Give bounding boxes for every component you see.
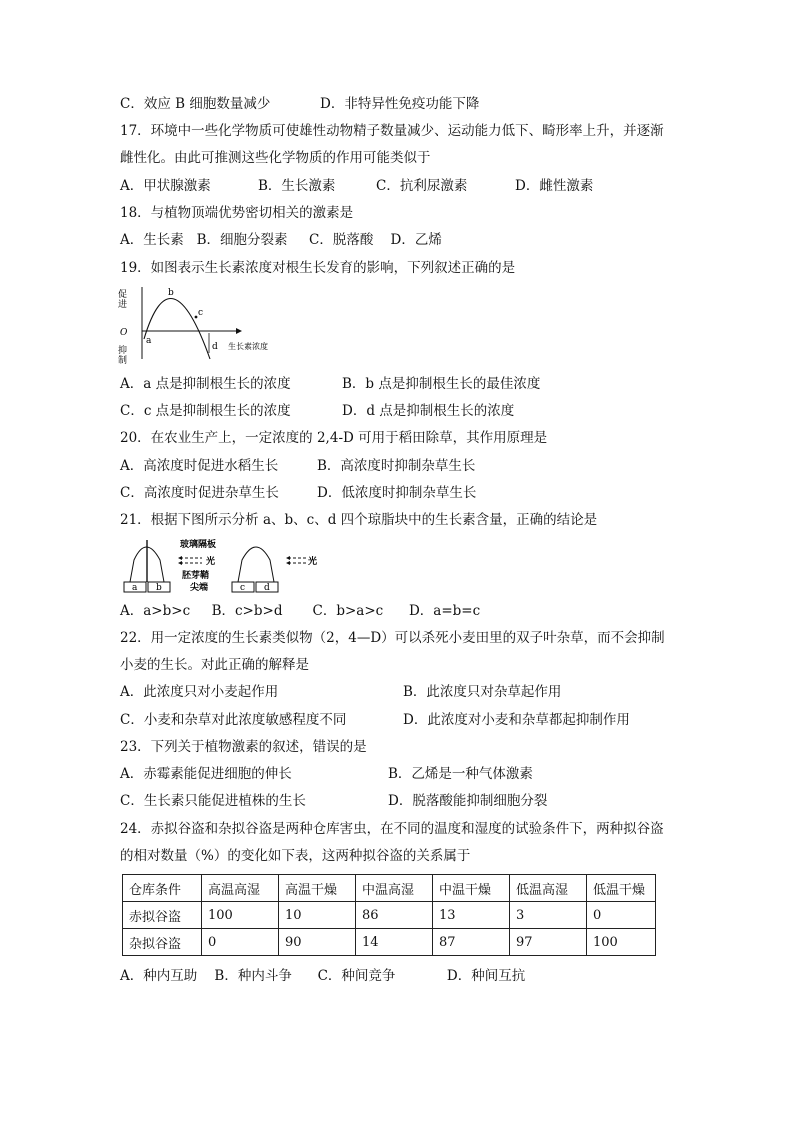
q19-option-b: B．b 点是抑制根生长的最佳浓度 — [342, 376, 541, 392]
table-cell: 90 — [279, 929, 356, 956]
q24-stem-line2: 的相对数量（%）的变化如下表，这两种拟谷盗的关系属于 — [120, 848, 471, 864]
table-cell: 86 — [356, 902, 433, 929]
table-cell: 0 — [202, 929, 279, 956]
q17-option-b: B．生长激素 — [258, 178, 336, 194]
table-header-cell: 低温干燥 — [587, 875, 656, 902]
q19-xlabel: 生长素浓度 — [228, 342, 268, 351]
q23-option-b: B．乙烯是一种气体激素 — [388, 766, 533, 782]
q21-block-b: b — [156, 583, 162, 593]
q19-point-a: a — [146, 336, 152, 346]
q17-option-a: A．甲状腺激素 — [120, 178, 211, 194]
q24-stem-line1: 24．赤拟谷盗和杂拟谷盗是两种仓库害虫，在不同的温度和湿度的试验条件下，两种拟谷盗 — [120, 821, 664, 837]
q24-table-header — [123, 875, 656, 902]
q19-graph — [116, 283, 276, 373]
q23-stem: 23．下列关于植物激素的叙述，错误的是 — [120, 739, 367, 755]
q22-stem-line2: 小麦的生长。对此正确的解释是 — [120, 657, 309, 673]
table-row — [123, 929, 656, 956]
table-cell: 杂拟谷盗 — [123, 929, 202, 956]
table-header-cell: 中温高湿 — [356, 875, 433, 902]
q17-option-c: C．抗利尿激素 — [376, 178, 468, 194]
q21-block-a: a — [132, 583, 138, 593]
table-row — [123, 902, 656, 929]
table-cell: 100 — [202, 902, 279, 929]
q20-option-a: A．高浓度时促进水稻生长 — [120, 458, 279, 474]
q19-point-c: c — [198, 308, 204, 318]
q23-option-c: C．生长素只能促进植株的生长 — [120, 793, 306, 809]
table-header-cell: 高温干燥 — [279, 875, 356, 902]
q19-option-d: D．d 点是抑制根生长的浓度 — [342, 403, 515, 419]
q20-stem: 20．在农业生产上，一定浓度的 2,4-D 可用于稻田除草，其作用原理是 — [120, 430, 548, 446]
q22-option-a: A．此浓度只对小麦起作用 — [120, 684, 279, 700]
q20-option-d: D．低浓度时抑制杂草生长 — [317, 485, 477, 501]
q19-origin: O — [120, 328, 128, 338]
q19-label-promote-1: 促 — [118, 290, 128, 300]
q19-option-a: A．a 点是抑制根生长的浓度 — [120, 376, 291, 392]
q18-stem: 18．与植物顶端优势密切相关的激素是 — [120, 205, 354, 221]
table-cell: 13 — [433, 902, 510, 929]
q21-light-label-2: 光 — [308, 557, 318, 567]
q21-options: A．a>b>c B．c>b>d C．b>a>c D．a=b=c — [120, 603, 481, 619]
q22-stem-line1: 22．用一定浓度的生长素类似物（2，4—D）可以杀死小麦田里的双子叶杂草，而不会抑制 — [120, 630, 665, 646]
q21-glass-label: 玻璃隔板 — [180, 540, 217, 550]
q21-light-label-1: 光 — [206, 557, 216, 567]
table-cell: 100 — [587, 929, 656, 956]
q22-option-d: D．此浓度对小麦和杂草都起抑制作用 — [403, 712, 630, 728]
q24-table — [122, 874, 656, 956]
q17-option-d: D．雌性激素 — [515, 178, 594, 194]
q19-label-promote-2: 进 — [118, 300, 128, 310]
q17-stem-line2: 雌性化。由此可推测这些化学物质的作用可能类似于 — [120, 150, 431, 166]
q18-options: A．生长素 B．细胞分裂素 C．脱落酸 D．乙烯 — [120, 232, 442, 248]
q21-tip-label-2: 尖端 — [190, 583, 209, 593]
q21-block-c: c — [240, 583, 246, 593]
q19-label-inhibit-1: 抑 — [118, 346, 128, 356]
q23-option-a: A．赤霉素能促进细胞的伸长 — [120, 766, 292, 782]
table-cell: 3 — [510, 902, 587, 929]
table-cell: 赤拟谷盗 — [123, 902, 202, 929]
q23-option-d: D．脱落酸能抑制细胞分裂 — [388, 793, 548, 809]
table-header-cell: 仓库条件 — [123, 875, 202, 902]
q19-point-d: d — [212, 342, 218, 352]
q21-stem: 21．根据下图所示分析 a、b、c、d 四个琼脂块中的生长素含量，正确的结论是 — [120, 512, 598, 528]
table-cell: 10 — [279, 902, 356, 929]
q17-stem-line1: 17．环境中一些化学物质可使雄性动物精子数量减少、运动能力低下、畸形率上升，并逐渐 — [120, 123, 664, 139]
q16-option-d: D．非特异性免疫功能下降 — [320, 96, 480, 112]
q21-figure — [120, 536, 320, 596]
q19-stem: 19．如图表示生长素浓度对根生长发育的影响，下列叙述正确的是 — [120, 260, 516, 276]
table-cell: 0 — [587, 902, 656, 929]
table-header-cell: 中温干燥 — [433, 875, 510, 902]
q24-options: A．种内互助 B．种内斗争 C．种间竞争 D．种间互抗 — [120, 968, 526, 984]
q20-option-b: B．高浓度时抑制杂草生长 — [317, 458, 476, 474]
q16-option-c: C．效应 B 细胞数量减少 — [120, 96, 271, 112]
table-header-cell: 高温高湿 — [202, 875, 279, 902]
q20-option-c: C．高浓度时促进杂草生长 — [120, 485, 279, 501]
table-cell: 87 — [433, 929, 510, 956]
table-cell: 97 — [510, 929, 587, 956]
q22-option-b: B．此浓度只对杂草起作用 — [403, 684, 562, 700]
q19-point-b: b — [168, 288, 174, 298]
q21-tip-label: 胚芽鞘 — [182, 571, 210, 581]
table-header-cell: 低温高湿 — [510, 875, 587, 902]
q19-option-c: C．c 点是抑制根生长的浓度 — [120, 403, 291, 419]
q19-label-inhibit-2: 制 — [118, 356, 128, 366]
table-cell: 14 — [356, 929, 433, 956]
q22-option-c: C．小麦和杂草对此浓度敏感程度不同 — [120, 712, 347, 728]
q21-block-d: d — [264, 583, 270, 593]
